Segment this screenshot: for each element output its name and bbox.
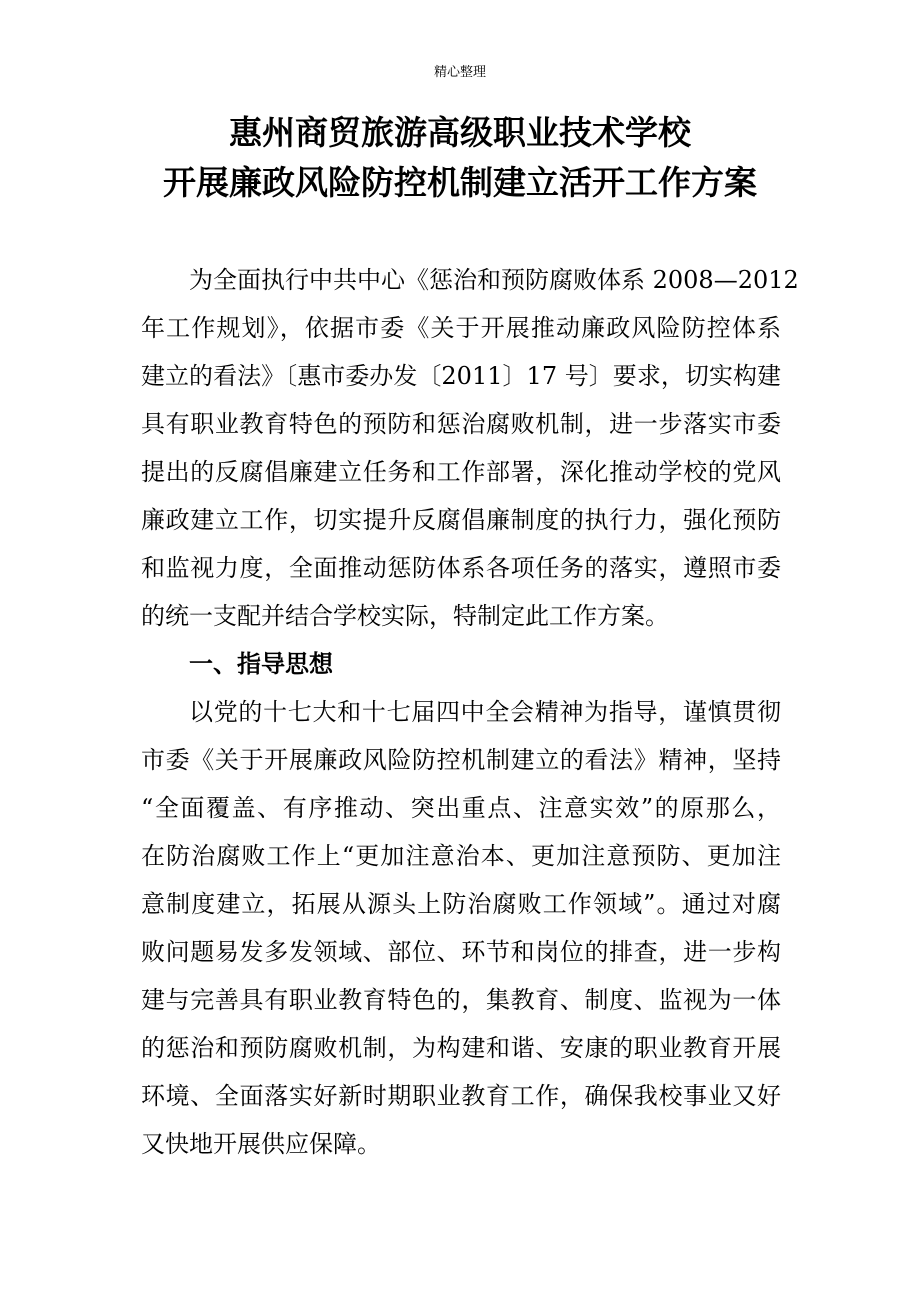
paragraph-2-line: 败问题易发多发领域、部位、环节和岗位的排查，进一步构 <box>141 938 781 966</box>
paragraph-2-line: 又快地开展供应保障。 <box>141 1130 381 1158</box>
paragraph-1-line: 具有职业教育特色的预防和惩治腐败机制，进一步落实市委 <box>141 410 781 438</box>
paragraph-2-line: 以党的十七大和十七届四中全会精神为指导，谨慎贯彻 <box>189 698 781 726</box>
document-title-line-1: 惠州商贸旅游高级职业技术学校 <box>229 113 691 152</box>
paragraph-1-line: 提出的反腐倡廉建立任务和工作部署，深化推动学校的党风 <box>141 458 781 486</box>
paragraph-2-line: 建与完善具有职业教育特色的，集教育、制度、监视为一体 <box>141 986 781 1014</box>
paragraph-2-line: 意制度建立，拓展从源头上防治腐败工作领域”。通过对腐 <box>141 890 781 918</box>
page-header: 精心整理 <box>433 65 486 80</box>
paragraph-2-line: 环境、全面落实好新时期职业教育工作，确保我校事业又好 <box>141 1082 781 1110</box>
paragraph-2-line: “全面覆盖、有序推动、突出重点、注意实效”的原那么， <box>141 794 781 822</box>
paragraph-1-line: 的统一支配并结合学校实际，特制定此工作方案。 <box>141 602 669 630</box>
section-heading: 一、指导思想 <box>189 649 333 678</box>
document-title-line-2: 开展廉政风险防控机制建立活开工作方案 <box>163 163 757 202</box>
paragraph-1-line: 和监视力度，全面推动惩防体系各项任务的落实，遵照市委 <box>141 554 781 582</box>
paragraph-1-line: 年工作规划》，依据市委《关于开展推动廉政风险防控体系 <box>141 314 781 342</box>
paragraph-2-line: 在防治腐败工作上“更加注意治本、更加注意预防、更加注 <box>141 842 781 870</box>
paragraph-1-line: 为全面执行中共中心《惩治和预防腐败体系 2008—2012 <box>189 266 799 294</box>
paragraph-1-line: 廉政建立工作，切实提升反腐倡廉制度的执行力，强化预防 <box>141 506 781 534</box>
paragraph-2-line: 市委《关于开展廉政风险防控机制建立的看法》精神，坚持 <box>141 746 781 774</box>
paragraph-2-line: 的惩治和预防腐败机制，为构建和谐、安康的职业教育开展 <box>141 1034 781 1062</box>
paragraph-1-line: 建立的看法》〔惠市委办发〔2011〕17 号〕要求，切实构建 <box>141 362 781 390</box>
